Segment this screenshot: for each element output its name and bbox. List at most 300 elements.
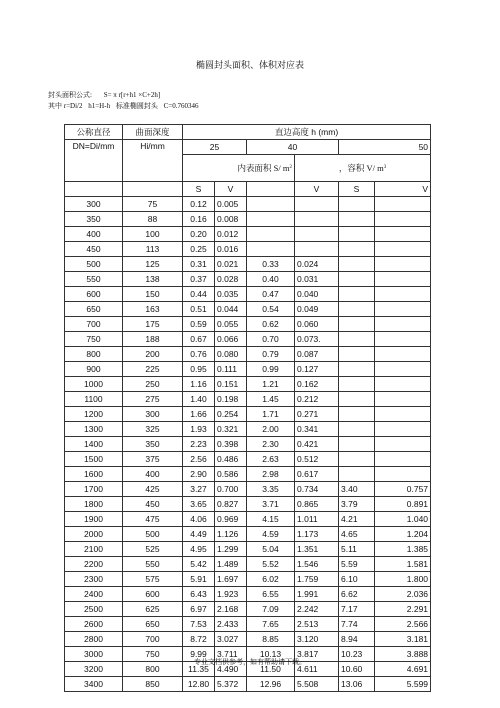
table-cell: 0.016 <box>215 242 247 257</box>
header-volume-sup: 3 <box>383 165 387 170</box>
header-volume <box>295 155 431 182</box>
header-hi-top: 曲面深度 <box>123 125 183 140</box>
formula-label: 封头面积公式: <box>48 91 92 99</box>
table-row <box>65 317 431 332</box>
table-cell <box>375 392 431 407</box>
table-cell <box>247 212 295 227</box>
table-cell <box>375 407 431 422</box>
table-cell: 10.60 <box>339 662 375 677</box>
table-row <box>65 392 431 407</box>
table-row <box>65 407 431 422</box>
header-v-25: V <box>215 182 247 197</box>
table-cell: 4.95 <box>183 542 215 557</box>
table-row <box>65 602 431 617</box>
table-cell: 0.79 <box>247 347 295 362</box>
table-cell: 0.16 <box>183 212 215 227</box>
table-cell: 0.99 <box>247 362 295 377</box>
table-cell: 575 <box>123 572 183 587</box>
table-cell: 1.126 <box>215 527 247 542</box>
table-cell: 625 <box>123 602 183 617</box>
table-cell <box>339 257 375 272</box>
table-cell: 10.23 <box>339 647 375 662</box>
table-cell: 3.181 <box>375 632 431 647</box>
table-row <box>65 422 431 437</box>
header-v-50: V <box>375 182 431 197</box>
table-cell: 10.13 <box>247 647 295 662</box>
formula-note: 标准椭圆封头 <box>115 102 158 110</box>
table-cell: 1.21 <box>247 377 295 392</box>
table-cell: 700 <box>65 317 123 332</box>
table-cell: 1.385 <box>375 542 431 557</box>
formula-h1: h1=H-h <box>88 102 111 110</box>
table-cell <box>375 422 431 437</box>
table-cell: 0.111 <box>215 362 247 377</box>
table-cell: 4.49 <box>183 527 215 542</box>
table-cell: 1400 <box>65 437 123 452</box>
table-cell: 0.271 <box>295 407 339 422</box>
table-cell: 600 <box>65 287 123 302</box>
table-cell: 2300 <box>65 572 123 587</box>
table-cell <box>375 272 431 287</box>
table-cell: 5.372 <box>215 677 247 692</box>
table-cell: 6.97 <box>183 602 215 617</box>
table-cell <box>375 377 431 392</box>
table-row <box>65 227 431 242</box>
table-cell <box>339 407 375 422</box>
table-cell: 3.120 <box>295 632 339 647</box>
table-cell: 0.040 <box>295 287 339 302</box>
table-cell: 1700 <box>65 482 123 497</box>
table-cell: 1.45 <box>247 392 295 407</box>
table-cell <box>247 227 295 242</box>
header-volume-label: ，容积 V/ m <box>338 163 384 173</box>
table-cell: 550 <box>65 272 123 287</box>
table-cell: 1.66 <box>183 407 215 422</box>
table-cell: 2.433 <box>215 617 247 632</box>
table-cell: 650 <box>65 302 123 317</box>
table-cell: 0.891 <box>375 497 431 512</box>
table-cell <box>339 302 375 317</box>
table-cell: 3400 <box>65 677 123 692</box>
table-cell: 0.005 <box>215 197 247 212</box>
table-cell: 0.54 <box>247 302 295 317</box>
data-table <box>64 124 431 692</box>
table-cell: 0.47 <box>247 287 295 302</box>
table-cell: 3.35 <box>247 482 295 497</box>
table-row <box>65 497 431 512</box>
table-cell: 1.759 <box>295 572 339 587</box>
table-cell: 0.25 <box>183 242 215 257</box>
table-cell: 12.80 <box>183 677 215 692</box>
table-cell: 4.490 <box>215 662 247 677</box>
table-cell: 0.012 <box>215 227 247 242</box>
table-cell: 0.734 <box>295 482 339 497</box>
table-cell: 5.508 <box>295 677 339 692</box>
table-cell: 3200 <box>65 662 123 677</box>
table-cell: 800 <box>65 347 123 362</box>
table-cell: 0.33 <box>247 257 295 272</box>
table-cell: 1900 <box>65 512 123 527</box>
table-cell: 0.865 <box>295 497 339 512</box>
page-footer: 专业文档供参考，如有帮助请下载。 <box>194 658 306 666</box>
table-cell: 2500 <box>65 602 123 617</box>
table-cell <box>295 197 339 212</box>
formula-radius: 其中 r=Di/2 <box>48 102 83 110</box>
table-cell: 475 <box>123 512 183 527</box>
table-cell: 0.40 <box>247 272 295 287</box>
table-cell: 325 <box>123 422 183 437</box>
table-cell: 8.94 <box>339 632 375 647</box>
table-row <box>65 242 431 257</box>
table-cell: 3.027 <box>215 632 247 647</box>
table-cell: 1.697 <box>215 572 247 587</box>
table-cell: 1300 <box>65 422 123 437</box>
table-cell: 4.65 <box>339 527 375 542</box>
table-cell: 0.31 <box>183 257 215 272</box>
table-cell <box>339 197 375 212</box>
table-cell <box>247 197 295 212</box>
table-cell: 200 <box>123 347 183 362</box>
table-cell: 4.15 <box>247 512 295 527</box>
table-cell: 0.37 <box>183 272 215 287</box>
table-cell: 6.62 <box>339 587 375 602</box>
table-cell: 0.127 <box>295 362 339 377</box>
header-area-sup: 2 <box>289 165 292 170</box>
table-cell: 850 <box>123 677 183 692</box>
table-cell: 0.62 <box>247 317 295 332</box>
header-hi-bottom: Hi/mm <box>123 140 183 182</box>
table-cell: 1500 <box>65 452 123 467</box>
table-cell: 1.581 <box>375 557 431 572</box>
table-cell: 0.073. <box>295 332 339 347</box>
table-cell: 0.055 <box>215 317 247 332</box>
table-cell: 0.021 <box>215 257 247 272</box>
table-cell <box>339 332 375 347</box>
table-cell: 0.341 <box>295 422 339 437</box>
table-cell: 11.50 <box>247 662 295 677</box>
table-cell: 2.63 <box>247 452 295 467</box>
table-cell: 2.00 <box>247 422 295 437</box>
table-row <box>65 257 431 272</box>
table-cell: 0.254 <box>215 407 247 422</box>
table-cell: 88 <box>123 212 183 227</box>
table-cell <box>295 242 339 257</box>
table-cell: 8.85 <box>247 632 295 647</box>
table-cell <box>339 392 375 407</box>
table-cell <box>375 467 431 482</box>
table-cell: 0.198 <box>215 392 247 407</box>
table-cell: 7.53 <box>183 617 215 632</box>
table-cell: 250 <box>123 377 183 392</box>
table-cell: 6.55 <box>247 587 295 602</box>
table-cell: 2800 <box>65 632 123 647</box>
table-cell: 2.30 <box>247 437 295 452</box>
table-cell: 3.65 <box>183 497 215 512</box>
table-cell: 0.162 <box>295 377 339 392</box>
formula-constant: C=0.760346 <box>163 102 199 110</box>
table-cell: 4.21 <box>339 512 375 527</box>
table-cell <box>375 362 431 377</box>
formula-value: S= π r[r+h1 ×C+2h] <box>103 91 161 99</box>
table-cell: 150 <box>123 287 183 302</box>
table-cell: 9.99 <box>183 647 215 662</box>
table-cell: 1.40 <box>183 392 215 407</box>
table-row <box>65 617 431 632</box>
table-cell: 500 <box>123 527 183 542</box>
table-cell: 3.79 <box>339 497 375 512</box>
table-cell <box>247 242 295 257</box>
table-cell: 4.59 <box>247 527 295 542</box>
table-cell: 1800 <box>65 497 123 512</box>
table-cell <box>375 212 431 227</box>
table-cell: 138 <box>123 272 183 287</box>
table-cell <box>339 272 375 287</box>
table-cell: 100 <box>123 227 183 242</box>
table-cell: 1.011 <box>295 512 339 527</box>
table-cell: 0.586 <box>215 467 247 482</box>
table-cell: 7.17 <box>339 602 375 617</box>
table-cell: 375 <box>123 452 183 467</box>
table-cell <box>339 227 375 242</box>
table-cell: 5.599 <box>375 677 431 692</box>
table-cell: 650 <box>123 617 183 632</box>
table-row <box>65 287 431 302</box>
table-cell: 0.617 <box>295 467 339 482</box>
table-cell: 4.611 <box>295 662 339 677</box>
table-row <box>65 302 431 317</box>
table-cell <box>339 317 375 332</box>
table-cell: 0.700 <box>215 482 247 497</box>
table-cell: 275 <box>123 392 183 407</box>
table-cell: 2.291 <box>375 602 431 617</box>
table-cell: 5.42 <box>183 557 215 572</box>
table-cell: 0.035 <box>215 287 247 302</box>
table-cell: 2.56 <box>183 452 215 467</box>
header-dn-top: 公称直径 <box>65 125 123 140</box>
table-cell <box>375 287 431 302</box>
table-cell <box>339 437 375 452</box>
table-cell <box>339 452 375 467</box>
table-cell: 1.800 <box>375 572 431 587</box>
table-cell: 350 <box>123 437 183 452</box>
table-cell: 2.98 <box>247 467 295 482</box>
table-cell <box>375 257 431 272</box>
table-cell <box>295 227 339 242</box>
table-cell: 2.23 <box>183 437 215 452</box>
table-cell: 525 <box>123 542 183 557</box>
header-h-50: 50 <box>339 140 431 155</box>
table-cell: 1600 <box>65 467 123 482</box>
table-cell: 0.969 <box>215 512 247 527</box>
table-cell <box>375 242 431 257</box>
table-cell: 3.888 <box>375 647 431 662</box>
table-cell: 0.827 <box>215 497 247 512</box>
table-cell: 0.421 <box>295 437 339 452</box>
table-row <box>65 587 431 602</box>
table-row <box>65 677 431 692</box>
table-cell: 2100 <box>65 542 123 557</box>
header-blank <box>247 182 295 197</box>
table-cell: 188 <box>123 332 183 347</box>
table-cell: 5.59 <box>339 557 375 572</box>
table-cell: 800 <box>123 662 183 677</box>
table-cell: 1.204 <box>375 527 431 542</box>
table-cell: 8.72 <box>183 632 215 647</box>
header-h-25: 25 <box>183 140 247 155</box>
header-area <box>183 155 295 182</box>
table-row <box>65 557 431 572</box>
table-cell: 13.06 <box>339 677 375 692</box>
table-row <box>65 272 431 287</box>
table-cell: 0.67 <box>183 332 215 347</box>
table-cell: 2.566 <box>375 617 431 632</box>
table-cell: 0.757 <box>375 482 431 497</box>
header-straight-height: 直边高度 h (mm) <box>183 125 431 140</box>
table-row <box>65 212 431 227</box>
table-cell: 5.91 <box>183 572 215 587</box>
table-cell: 75 <box>123 197 183 212</box>
table-row <box>65 527 431 542</box>
table-cell: 550 <box>123 557 183 572</box>
table-cell: 1.546 <box>295 557 339 572</box>
table-cell: 0.066 <box>215 332 247 347</box>
table-cell: 7.74 <box>339 617 375 632</box>
table-cell: 0.151 <box>215 377 247 392</box>
header-h-40: 40 <box>247 140 339 155</box>
table-cell: 450 <box>65 242 123 257</box>
table-cell: 1.71 <box>247 407 295 422</box>
table-cell <box>339 377 375 392</box>
table-cell: 1.991 <box>295 587 339 602</box>
table-cell: 2600 <box>65 617 123 632</box>
table-cell: 125 <box>123 257 183 272</box>
table-cell: 0.044 <box>215 302 247 317</box>
table-cell <box>375 317 431 332</box>
table-cell: 1.299 <box>215 542 247 557</box>
table-cell <box>339 362 375 377</box>
table-cell: 6.43 <box>183 587 215 602</box>
table-cell: 0.031 <box>295 272 339 287</box>
header-s-25: S <box>183 182 215 197</box>
table-cell: 12.96 <box>247 677 295 692</box>
table-cell: 11.35 <box>183 662 215 677</box>
table-row <box>65 572 431 587</box>
table-row <box>65 632 431 647</box>
table-cell: 3000 <box>65 647 123 662</box>
header-dn-bottom: DN=Di/mm <box>65 140 123 182</box>
table-cell <box>375 227 431 242</box>
table-cell: 2200 <box>65 557 123 572</box>
table-cell: 400 <box>65 227 123 242</box>
table-cell: 2.90 <box>183 467 215 482</box>
table-cell <box>339 467 375 482</box>
table-cell: 4.691 <box>375 662 431 677</box>
table-cell: 350 <box>65 212 123 227</box>
table-cell: 0.080 <box>215 347 247 362</box>
table-cell <box>375 332 431 347</box>
header-area-label: 内表面积 S/ m <box>237 163 290 173</box>
table-cell: 7.65 <box>247 617 295 632</box>
table-cell: 600 <box>123 587 183 602</box>
table-cell: 2.036 <box>375 587 431 602</box>
table-cell: 1.93 <box>183 422 215 437</box>
table-cell: 113 <box>123 242 183 257</box>
table-cell: 1.173 <box>295 527 339 542</box>
table-cell: 6.10 <box>339 572 375 587</box>
table-cell <box>339 422 375 437</box>
table-cell: 0.59 <box>183 317 215 332</box>
table-cell: 0.049 <box>295 302 339 317</box>
table-cell: 0.76 <box>183 347 215 362</box>
formula-line-1 <box>48 90 160 100</box>
header-s-50: S <box>339 182 375 197</box>
table-cell: 1.923 <box>215 587 247 602</box>
table-cell: 0.008 <box>215 212 247 227</box>
table-row <box>65 362 431 377</box>
table-cell <box>375 197 431 212</box>
header-blank <box>123 182 183 197</box>
table-cell: 3.71 <box>247 497 295 512</box>
table-cell: 163 <box>123 302 183 317</box>
table-cell <box>295 212 339 227</box>
table-cell: 0.20 <box>183 227 215 242</box>
page-title: 椭圆封头面积、体积对应表 <box>195 60 304 70</box>
table-cell: 900 <box>65 362 123 377</box>
table-row <box>65 332 431 347</box>
table-cell: 0.486 <box>215 452 247 467</box>
table-cell: 175 <box>123 317 183 332</box>
table-cell: 2.242 <box>295 602 339 617</box>
table-cell: 0.398 <box>215 437 247 452</box>
table-row <box>65 377 431 392</box>
table-cell: 700 <box>123 632 183 647</box>
table-row <box>65 542 431 557</box>
table-cell: 1.040 <box>375 512 431 527</box>
table-cell: 2.168 <box>215 602 247 617</box>
table-cell: 6.02 <box>247 572 295 587</box>
table-cell: 4.06 <box>183 512 215 527</box>
table-cell <box>339 287 375 302</box>
table-cell: 0.512 <box>295 452 339 467</box>
table-cell: 2000 <box>65 527 123 542</box>
table-cell <box>339 212 375 227</box>
table-cell: 1.16 <box>183 377 215 392</box>
table-cell: 2.513 <box>295 617 339 632</box>
table-cell: 750 <box>123 647 183 662</box>
table-cell: 1.351 <box>295 542 339 557</box>
table-row <box>65 347 431 362</box>
table-cell: 0.028 <box>215 272 247 287</box>
table-cell: 225 <box>123 362 183 377</box>
table-cell <box>375 437 431 452</box>
table-row <box>65 467 431 482</box>
table-cell: 300 <box>123 407 183 422</box>
table-cell: 2400 <box>65 587 123 602</box>
table-cell <box>375 452 431 467</box>
table-cell: 0.70 <box>247 332 295 347</box>
table-cell: 0.212 <box>295 392 339 407</box>
table-cell <box>375 347 431 362</box>
table-cell: 300 <box>65 197 123 212</box>
table-cell: 0.95 <box>183 362 215 377</box>
table-cell: 400 <box>123 467 183 482</box>
header-blank <box>65 182 123 197</box>
table-row <box>65 452 431 467</box>
table-row <box>65 512 431 527</box>
table-cell: 0.321 <box>215 422 247 437</box>
table-row <box>65 197 431 212</box>
table-cell: 1000 <box>65 377 123 392</box>
